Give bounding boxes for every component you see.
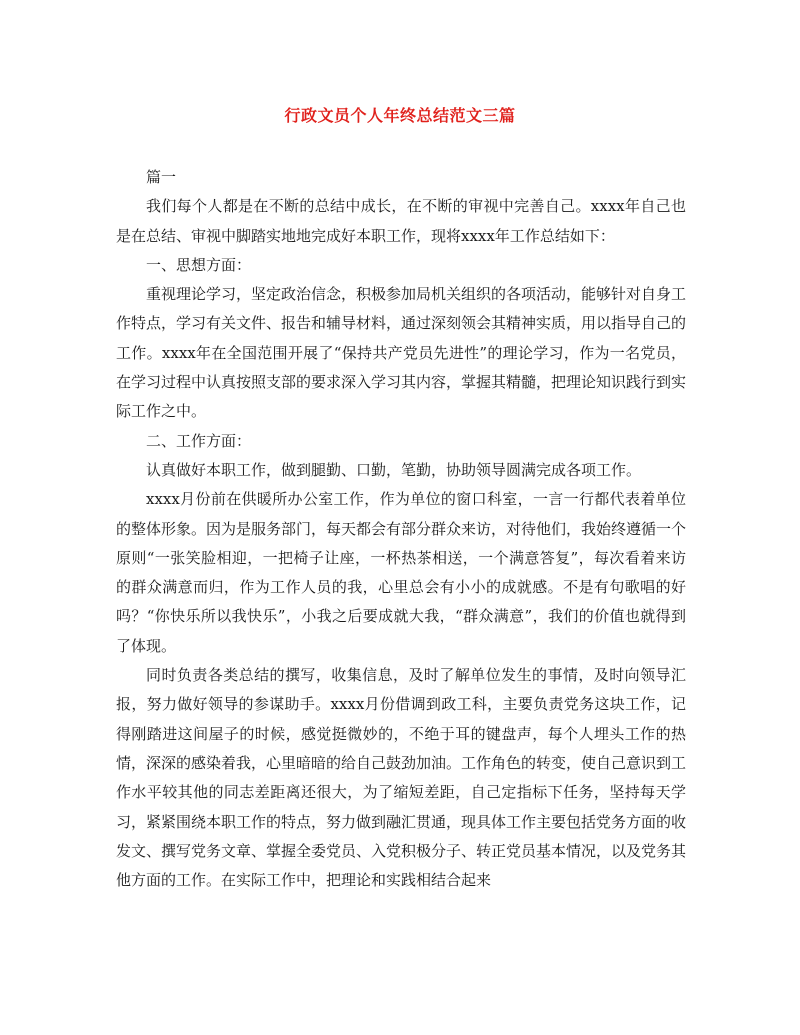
paragraph-political-section: 同时负责各类总结的撰写，收集信息，及时了解单位发生的事情，及时向领导汇报，努力做好领导的参谋助手。xxxx月份借调到政工科，主要负责党务这块工作，记得刚踏进这间屋子的时候，感觉挺微妙的，不绝于耳的键盘声，每个人埋头工作的热情，深深的感染着我，心里暗暗的给自己鼓劲加油。工作角色的转变，使自己意识到工作水平较其他的同志差距离还很大，为了缩短差距，自己定指标下任务，坚持每天学习，紧紧围绕本职工作的特点，努力做到融汇贯通，现具体工作主要包括党务方面的收发文、撰写党务文章、掌握全委党员、入党积极分子、转正党员基本情况，以及党务其他方面的工作。在实际工作中，把理论和实践相结合起来 (116, 666, 687, 890)
document-body (116, 163, 686, 895)
document-title: 行政文员个人年终总结范文三篇 (284, 106, 516, 125)
section-heading-part-one: 篇一 (146, 168, 177, 186)
paragraph-work-summary: 认真做好本职工作，做到腿勤、口勤，笔勤，协助领导圆满完成各项工作。 (146, 460, 642, 479)
paragraph-heating-office: xxxx月份前在供暖所办公室工作，作为单位的窗口科室，一言一行都代表着单位的整体形象。因为是服务部门，每天都会有部分群众来访，对待他们，我始终遵循一个原则“一张笑脸相迎，一把椅子让座，一杯热茶相送，一个满意答复”，每次看着来访的群众满意而归，作为工作人员的我，心里总会有小小的成就感。不是有句歌唱的好吗？“你快乐所以我快乐”，小我之后要成就大我，“群众满意”，我们的价值也就得到了体现。 (116, 490, 687, 655)
paragraph-intro: 我们每个人都是在不断的总结中成长，在不断的审视中完善自己。xxxx年自己也是在总结、审视中脚踏实地地完成好本职工作，现将xxxx年工作总结如下： (116, 197, 686, 245)
section-heading-thought: 一、思想方面： (146, 255, 252, 274)
section-heading-work: 二、工作方面： (146, 431, 252, 450)
paragraph-thought: 重视理论学习，坚定政治信念，积极参加局机关组织的各项活动，能够针对自身工作特点，学习有关文件、报告和辅导材料，通过深刻领会其精神实质，用以指导自己的工作。xxxx年在全国范围开展了“保持共产党员先进性”的理论学习，作为一名党员，在学习过程中认真按照支部的要求深入学习其内容，掌握其精髓，把理论知识践行到实际工作之中。 (116, 285, 687, 421)
